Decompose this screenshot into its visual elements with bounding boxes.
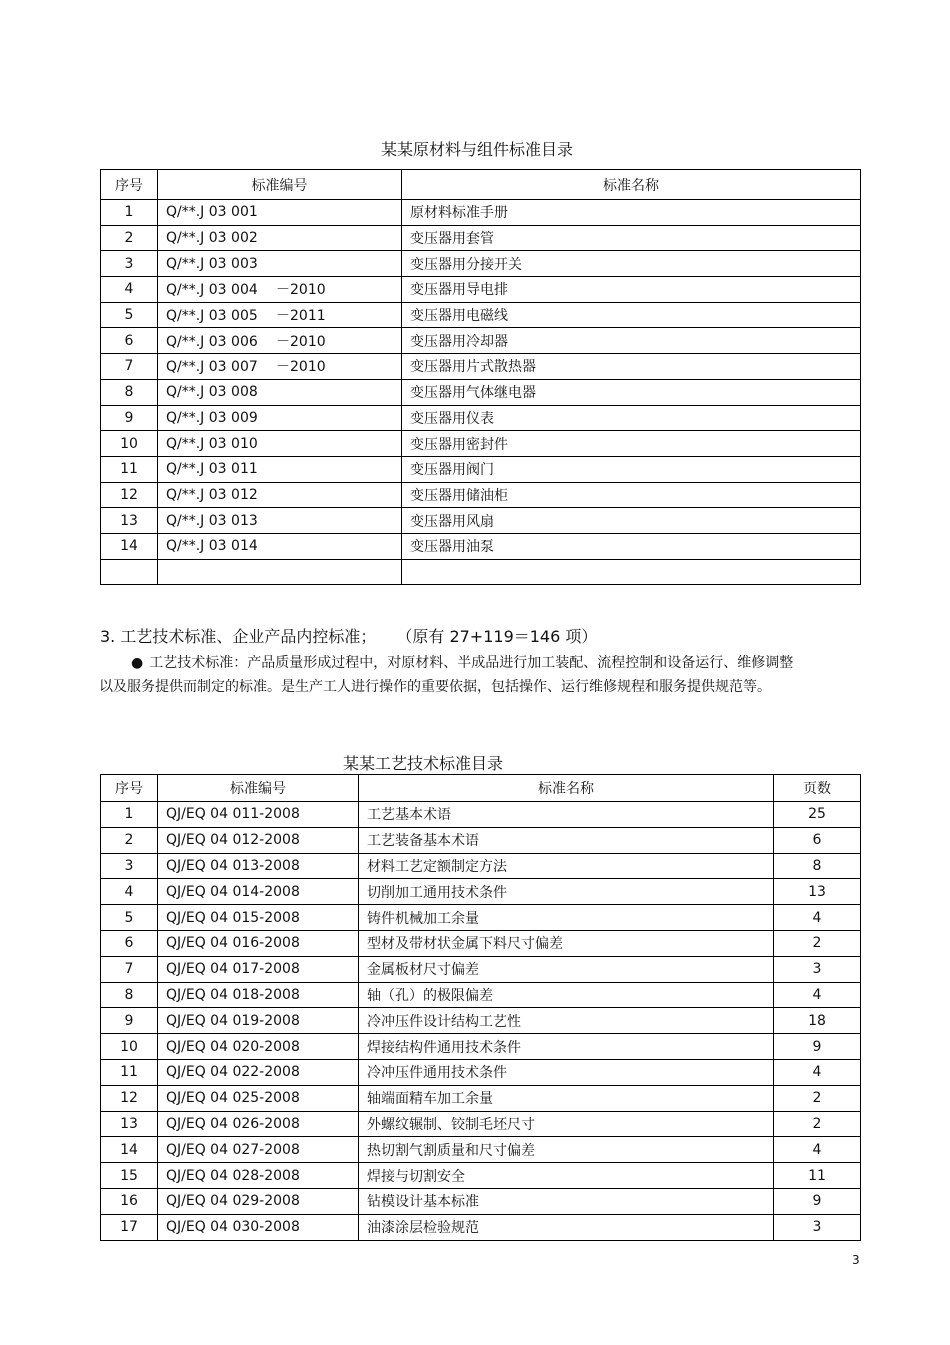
table-row bbox=[101, 956, 861, 982]
standard-year: －2010 bbox=[276, 282, 326, 299]
standard-code-cell bbox=[158, 354, 402, 380]
standard-name: 轴（孔）的极限偏差 bbox=[359, 982, 774, 1008]
standard-code-cell bbox=[158, 302, 402, 328]
standard-name: 工艺装备基本术语 bbox=[359, 827, 774, 853]
row-number: 10 bbox=[101, 1034, 158, 1060]
table-row bbox=[101, 508, 861, 534]
table-row bbox=[101, 802, 861, 828]
row-number: 11 bbox=[101, 456, 158, 482]
standard-code-cell bbox=[158, 405, 402, 431]
row-number: 1 bbox=[101, 200, 158, 226]
table-row bbox=[101, 456, 861, 482]
page-count: 2 bbox=[774, 1111, 861, 1137]
standard-code-cell bbox=[158, 508, 402, 534]
standard-code: Q/**.J 03 002 bbox=[166, 230, 258, 247]
standard-code: Q/**.J 03 001 bbox=[166, 204, 258, 221]
row-number: 14 bbox=[101, 1137, 158, 1163]
row-number bbox=[101, 559, 158, 585]
standard-code: QJ/EQ 04 017-2008 bbox=[158, 956, 359, 982]
standard-code: QJ/EQ 04 022-2008 bbox=[158, 1059, 359, 1085]
row-number: 9 bbox=[101, 405, 158, 431]
standard-name: 冷冲压件设计结构工艺性 bbox=[359, 1008, 774, 1034]
standard-name: 变压器用气体继电器 bbox=[402, 379, 861, 405]
table-row bbox=[101, 559, 861, 585]
table-row bbox=[101, 930, 861, 956]
standard-name: 变压器用冷却器 bbox=[402, 328, 861, 354]
standard-name: 型材及带材状金属下料尺寸偏差 bbox=[359, 930, 774, 956]
standard-name: 变压器用导电排 bbox=[402, 277, 861, 303]
page-count: 11 bbox=[774, 1163, 861, 1189]
row-number: 12 bbox=[101, 482, 158, 508]
table-row bbox=[101, 1034, 861, 1060]
page-count: 2 bbox=[774, 1085, 861, 1111]
row-number: 9 bbox=[101, 1008, 158, 1034]
table-row bbox=[101, 982, 861, 1008]
table1-body bbox=[101, 200, 861, 585]
row-number: 12 bbox=[101, 1085, 158, 1111]
row-number: 6 bbox=[101, 328, 158, 354]
table-row bbox=[101, 853, 861, 879]
row-number: 3 bbox=[101, 853, 158, 879]
standard-name: 变压器用阀门 bbox=[402, 456, 861, 482]
section-3-paragraph bbox=[99, 651, 799, 699]
standard-code-cell bbox=[158, 225, 402, 251]
row-number: 8 bbox=[101, 982, 158, 1008]
table-row bbox=[101, 1085, 861, 1111]
column-header-name: 标准名称 bbox=[359, 775, 774, 802]
standard-code: QJ/EQ 04 020-2008 bbox=[158, 1034, 359, 1060]
column-header-no: 序号 bbox=[101, 170, 158, 200]
section-3-title: 3. 工艺技术标准、企业产品内控标准； bbox=[100, 627, 377, 646]
table-row bbox=[101, 200, 861, 226]
page-count: 25 bbox=[774, 802, 861, 828]
table-row bbox=[101, 533, 861, 559]
standard-code: QJ/EQ 04 029-2008 bbox=[158, 1188, 359, 1214]
row-number: 13 bbox=[101, 508, 158, 534]
column-header-pages: 页数 bbox=[774, 775, 861, 802]
standard-code: QJ/EQ 04 014-2008 bbox=[158, 879, 359, 905]
bullet-icon: ● bbox=[131, 655, 144, 671]
standard-code: QJ/EQ 04 011-2008 bbox=[158, 802, 359, 828]
standard-name: 材料工艺定额制定方法 bbox=[359, 853, 774, 879]
row-number: 11 bbox=[101, 1059, 158, 1085]
standard-code-cell bbox=[158, 277, 402, 303]
standard-name: 钻模设计基本标准 bbox=[359, 1188, 774, 1214]
page-count: 4 bbox=[774, 1059, 861, 1085]
standard-name: 外螺纹辗制、铰制毛坯尺寸 bbox=[359, 1111, 774, 1137]
standard-code: QJ/EQ 04 026-2008 bbox=[158, 1111, 359, 1137]
standard-code: Q/**.J 03 014 bbox=[166, 538, 258, 555]
row-number: 2 bbox=[101, 827, 158, 853]
row-number: 10 bbox=[101, 431, 158, 457]
page-count: 9 bbox=[774, 1188, 861, 1214]
standard-code-cell bbox=[158, 328, 402, 354]
table2-title: 某某工艺技术标准目录 bbox=[342, 754, 503, 773]
section-3-count: （原有 27+119＝146 项） bbox=[404, 627, 598, 646]
standard-code: Q/**.J 03 010 bbox=[166, 435, 258, 452]
standard-name: 焊接结构件通用技术条件 bbox=[359, 1034, 774, 1060]
row-number: 4 bbox=[101, 277, 158, 303]
table-row bbox=[101, 827, 861, 853]
table-row bbox=[101, 482, 861, 508]
standard-name: 铸件机械加工余量 bbox=[359, 905, 774, 931]
table-row bbox=[101, 1008, 861, 1034]
table2-body bbox=[101, 802, 861, 1241]
table-row bbox=[101, 1163, 861, 1189]
column-header-no: 序号 bbox=[101, 775, 158, 802]
row-number: 3 bbox=[101, 251, 158, 277]
standard-code: QJ/EQ 04 025-2008 bbox=[158, 1085, 359, 1111]
row-number: 4 bbox=[101, 879, 158, 905]
standard-name: 变压器用分接开关 bbox=[402, 251, 861, 277]
standard-name: 变压器用密封件 bbox=[402, 431, 861, 457]
standard-code-cell bbox=[158, 379, 402, 405]
row-number: 15 bbox=[101, 1163, 158, 1189]
standard-code: Q/**.J 03 004 bbox=[166, 282, 258, 299]
page-count: 3 bbox=[774, 1214, 861, 1240]
standard-code: Q/**.J 03 005 bbox=[166, 308, 258, 325]
row-number: 8 bbox=[101, 379, 158, 405]
table-header-row bbox=[101, 775, 861, 802]
standard-code: QJ/EQ 04 015-2008 bbox=[158, 905, 359, 931]
table-row bbox=[101, 302, 861, 328]
table-row bbox=[101, 431, 861, 457]
row-number: 5 bbox=[101, 905, 158, 931]
section-3-heading bbox=[100, 624, 597, 647]
page-count: 9 bbox=[774, 1034, 861, 1060]
standard-year: －2010 bbox=[276, 333, 326, 350]
standard-code: QJ/EQ 04 016-2008 bbox=[158, 930, 359, 956]
standard-name: 工艺基本术语 bbox=[359, 802, 774, 828]
row-number: 1 bbox=[101, 802, 158, 828]
standard-name: 变压器用套管 bbox=[402, 225, 861, 251]
row-number: 2 bbox=[101, 225, 158, 251]
standard-name: 焊接与切割安全 bbox=[359, 1163, 774, 1189]
page-count: 8 bbox=[774, 853, 861, 879]
standard-code-cell bbox=[158, 251, 402, 277]
standard-year: －2010 bbox=[276, 359, 326, 376]
standard-code: QJ/EQ 04 012-2008 bbox=[158, 827, 359, 853]
row-number: 14 bbox=[101, 533, 158, 559]
standard-name: 变压器用风扇 bbox=[402, 508, 861, 534]
page-count: 4 bbox=[774, 1137, 861, 1163]
standard-name: 油漆涂层检验规范 bbox=[359, 1214, 774, 1240]
table-row bbox=[101, 1214, 861, 1240]
standard-code: Q/**.J 03 012 bbox=[166, 486, 258, 503]
table-header-row bbox=[101, 170, 861, 200]
standard-code: QJ/EQ 04 028-2008 bbox=[158, 1163, 359, 1189]
page-count: 2 bbox=[774, 930, 861, 956]
standard-name: 变压器用仪表 bbox=[402, 405, 861, 431]
table-row bbox=[101, 251, 861, 277]
paragraph-text: 工艺技术标准：产品质量形成过程中，对原材料、半成品进行加工装配、流程控制和设备运行、维修调整以及服务提供而制定的标准。是生产工人进行操作的重要依据，包括操作、运行维修规程和服务提供规范等。 bbox=[99, 655, 794, 695]
row-number: 5 bbox=[101, 302, 158, 328]
column-header-code: 标准编号 bbox=[158, 170, 402, 200]
standard-code-cell bbox=[158, 482, 402, 508]
standard-name: 变压器用油泵 bbox=[402, 533, 861, 559]
table1-title: 某某原材料与组件标准目录 bbox=[380, 140, 573, 159]
standard-name: 变压器用片式散热器 bbox=[402, 354, 861, 380]
standard-code: QJ/EQ 04 030-2008 bbox=[158, 1214, 359, 1240]
table-row bbox=[101, 379, 861, 405]
table-row bbox=[101, 1111, 861, 1137]
standard-code: Q/**.J 03 013 bbox=[166, 512, 258, 529]
standard-code: QJ/EQ 04 018-2008 bbox=[158, 982, 359, 1008]
page-count: 4 bbox=[774, 905, 861, 931]
standard-name: 原材料标准手册 bbox=[402, 200, 861, 226]
table-row bbox=[101, 879, 861, 905]
row-number: 7 bbox=[101, 956, 158, 982]
standard-code-cell bbox=[158, 533, 402, 559]
table-row bbox=[101, 905, 861, 931]
table-row bbox=[101, 277, 861, 303]
row-number: 16 bbox=[101, 1188, 158, 1214]
standard-year: －2011 bbox=[276, 308, 326, 325]
page-count: 3 bbox=[774, 956, 861, 982]
standard-code: Q/**.J 03 008 bbox=[166, 384, 258, 401]
table-row bbox=[101, 1188, 861, 1214]
page-count: 18 bbox=[774, 1008, 861, 1034]
standard-code: QJ/EQ 04 019-2008 bbox=[158, 1008, 359, 1034]
row-number: 6 bbox=[101, 930, 158, 956]
page-count: 4 bbox=[774, 982, 861, 1008]
standard-name: 金属板材尺寸偏差 bbox=[359, 956, 774, 982]
standard-code-cell bbox=[158, 456, 402, 482]
table-row bbox=[101, 405, 861, 431]
standard-code: Q/**.J 03 003 bbox=[166, 255, 258, 272]
page-count: 6 bbox=[774, 827, 861, 853]
standard-code-cell bbox=[158, 200, 402, 226]
standard-code: Q/**.J 03 006 bbox=[166, 333, 258, 350]
standard-name: 轴端面精车加工余量 bbox=[359, 1085, 774, 1111]
table-row bbox=[101, 328, 861, 354]
table-row bbox=[101, 225, 861, 251]
page-number: 3 bbox=[852, 1253, 860, 1267]
raw-material-standards-table bbox=[100, 169, 861, 585]
standard-name: 变压器用电磁线 bbox=[402, 302, 861, 328]
standard-name: 冷冲压件通用技术条件 bbox=[359, 1059, 774, 1085]
row-number: 13 bbox=[101, 1111, 158, 1137]
standard-code-cell bbox=[158, 559, 402, 585]
standard-name bbox=[402, 559, 861, 585]
row-number: 7 bbox=[101, 354, 158, 380]
standard-code: Q/**.J 03 011 bbox=[166, 461, 258, 478]
page-count: 13 bbox=[774, 879, 861, 905]
row-number: 17 bbox=[101, 1214, 158, 1240]
column-header-name: 标准名称 bbox=[402, 170, 861, 200]
standard-code-cell bbox=[158, 431, 402, 457]
standard-code: Q/**.J 03 007 bbox=[166, 359, 258, 376]
process-standards-table bbox=[100, 774, 861, 1241]
column-header-code: 标准编号 bbox=[158, 775, 359, 802]
standard-code: QJ/EQ 04 027-2008 bbox=[158, 1137, 359, 1163]
standard-code: Q/**.J 03 009 bbox=[166, 409, 258, 426]
standard-name: 变压器用储油柜 bbox=[402, 482, 861, 508]
standard-name: 热切割气割质量和尺寸偏差 bbox=[359, 1137, 774, 1163]
standard-name: 切削加工通用技术条件 bbox=[359, 879, 774, 905]
table-row bbox=[101, 1137, 861, 1163]
table-row bbox=[101, 1059, 861, 1085]
table-row bbox=[101, 354, 861, 380]
standard-code: QJ/EQ 04 013-2008 bbox=[158, 853, 359, 879]
